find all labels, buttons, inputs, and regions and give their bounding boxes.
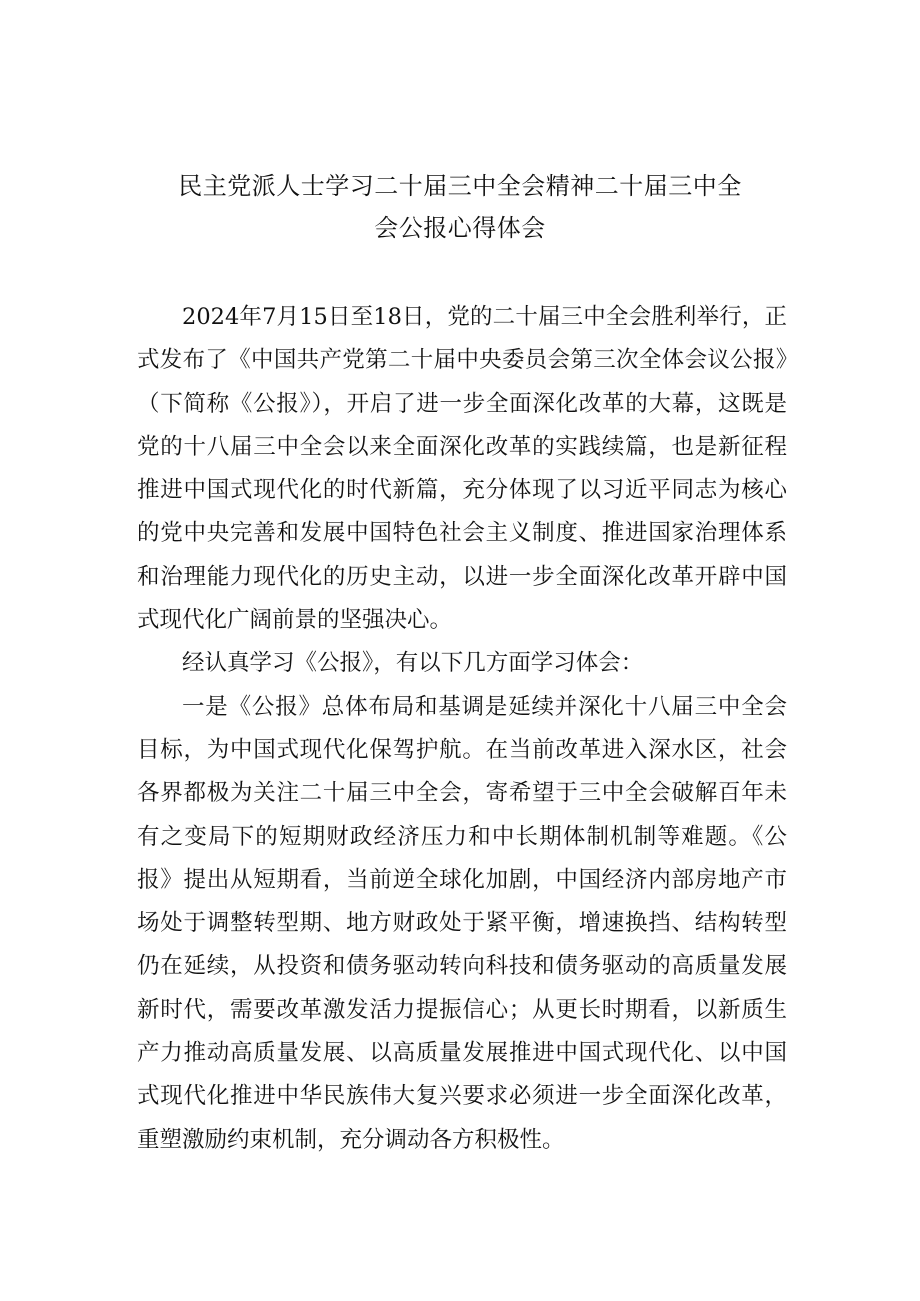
paragraph-lead-in: 经认真学习《公报》，有以下几方面学习体会： (182, 650, 644, 677)
paragraph-intro: 2024年7月15日至18日，党的二十届三中全会胜利举行，正式发布了《中国共产党第二十届中央委员会第三次全体会议公报》（下简称《公报》），开启了进一步全面深化改革的大幕，这既是党的十八届三中全会以来全面深化改革的实践续篇，也是新征程推进中国式现代化的时代新篇，充分体现了以习近平同志为核心的党中央完善和发展中国特色社会主义制度、推进国家治理体系和治理能力现代化的历史主动，以进一步全面深化改革开辟中国式现代化广阔前景的坚强决心。 (137, 304, 787, 634)
document-body (137, 296, 787, 1162)
document-title-line-1: 民主党派人士学习二十届三中全会精神二十届三中全 (178, 172, 742, 200)
paragraph-point-one: 一是《公报》总体布局和基调是延续并深化十八届三中全会目标，为中国式现代化保驾护航。在当前改革进入深水区，社会各界都极为关注二十届三中全会，寄希望于三中全会破解百年未有之变局下的短期财政经济压力和中长期体制机制等难题。《公报》提出从短期看，当前逆全球化加剧，中国经济内部房地产市场处于调整转型期、地方财政处于紧平衡，增速换挡、结构转型仍在延续，从投资和债务驱动转向科技和债务驱动的高质量发展新时代，需要改革激发活力提振信心；从更长时期看，以新质生产力推动高质量发展、以高质量发展推进中国式现代化、以中国式现代化推进中华民族伟大复兴要求必须进一步全面深化改革，重塑激励约束机制，充分调动各方积极性。 (137, 693, 787, 1153)
document-title-line-2: 会公报心得体会 (374, 214, 546, 242)
